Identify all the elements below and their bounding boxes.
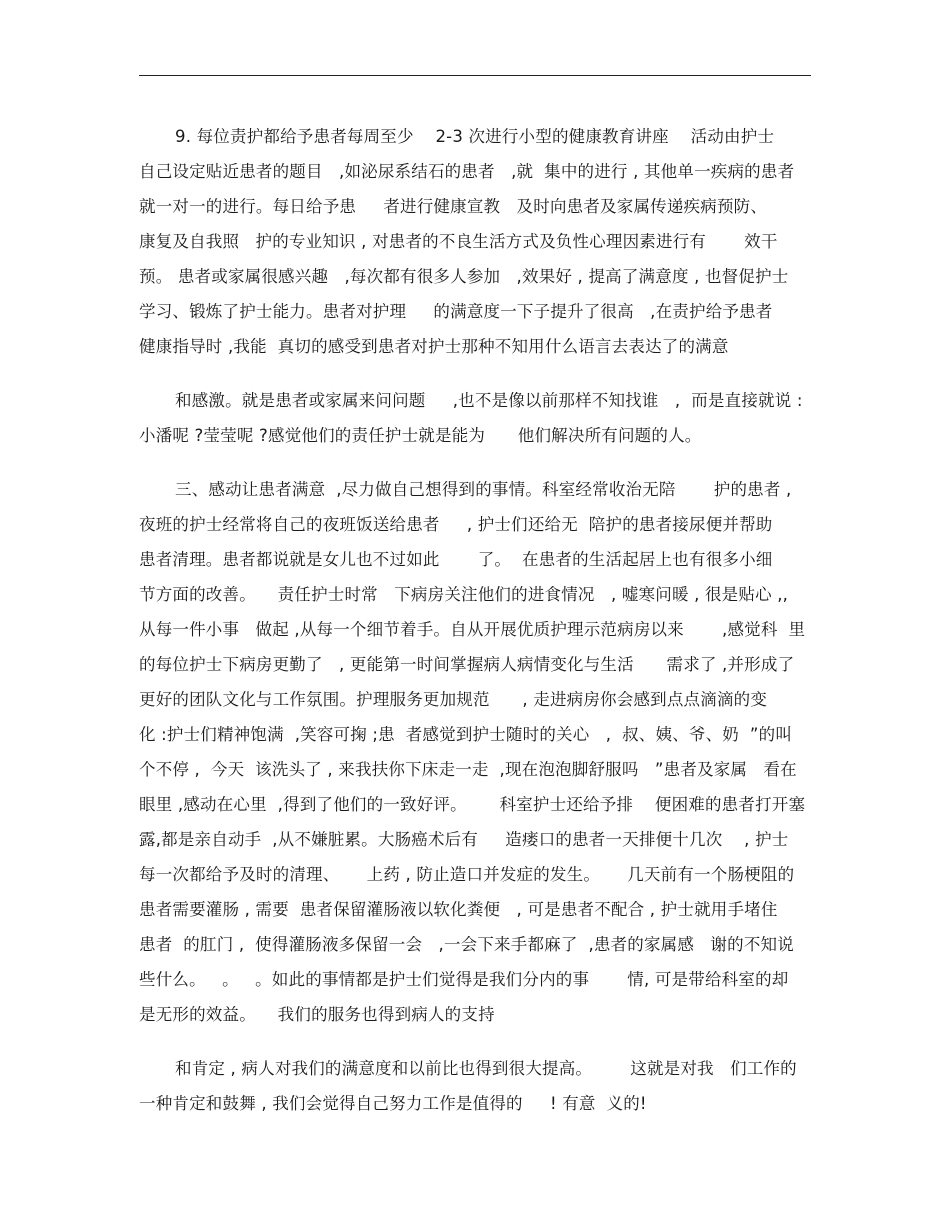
paragraph-3-line-15: 些什么。 。 。如此的事情都是护士们觉得是我们分内的事 情, 可是带给科室的却	[139, 970, 789, 989]
paragraph-1-line-5: 预。 患者或家属很感兴趣 ,每次都有很多人参加 ,效果好 , 提高了满意度 , 也督促护士	[139, 267, 789, 286]
paragraph-3-line-2: 夜班的护士经常将自己的夜班饭送给患者 , 护士们还给无 陪护的患者接尿便并帮助	[139, 515, 773, 534]
paragraph-3-line-6: 的每位护士下病房更勤了 , 更能第一时间掌握病人病情变化与生活 需求了 ,并形成了	[139, 655, 795, 674]
paragraph-2-line-2: 小潘呢 ?莹莹呢 ?感觉他们的责任护士就是能为 他们解决所有问题的人。	[139, 426, 702, 445]
paragraph-3-line-1: 三、感动让患者满意 ,尽力做自己想得到的事情。科室经常收治无陪 护的患者 ,	[175, 480, 792, 499]
paragraph-3-line-10: 眼里 ,感动在心里 ,得到了他们的一致好评。 科室护士还给予排 便困难的患者打开塞	[139, 795, 806, 814]
paragraph-1-line-1: 9. 每位责护都给予患者每周至少 2-3 次进行小型的健康教育讲座 活动由护士	[175, 127, 775, 146]
paragraph-1-line-6: 学习、锻炼了护士能力。患者对护理 的满意度一下子提升了很高 ,在责护给予患者	[139, 302, 773, 321]
header-rule	[139, 75, 811, 76]
paragraph-1-line-3: 就一对一的进行。每日给予患 者进行健康宣教 及时向患者及家属传递疾病预防、	[139, 197, 768, 216]
paragraph-4-line-1: 和肯定 , 病人对我们的满意度和以前比也得到很大提高。 这就是对我 们工作的	[175, 1059, 797, 1078]
paragraph-3-line-3: 患者清理。患者都说就是女儿也不过如此 了。 在患者的生活起居上也有很多小细	[139, 550, 773, 569]
paragraph-3-line-12: 每一次都给予及时的清理、 上药 , 防止造口并发症的发生。 几天前有一个肠梗阻的	[139, 865, 795, 884]
paragraph-3-line-4: 节方面的改善。 责任护士时常 下病房关注他们的进食情况 , 嘘寒问暖 , 很是贴心 ,,	[139, 585, 789, 604]
paragraph-4-line-2: 一种肯定和鼓舞 , 我们会觉得自己努力工作是值得的 ! 有意 义的!	[139, 1094, 647, 1113]
paragraph-3-line-9: 个不停 , 今天 该洗头了 , 来我扶你下床走一走 ,现在泡泡脚舒服吗 ”患者及家属 看在	[139, 760, 797, 779]
paragraph-3-line-14: 患者 的肛门 , 使得灌肠液多保留一会 ,一会下来手都麻了 ,患者的家属感 谢的不知说	[139, 935, 794, 954]
paragraph-3-line-8: 化 :护士们精神饱满 ,笑容可掬 ;患 者感觉到护士随时的关心 , 叔、姨、爷、奶 ”的叫	[139, 725, 793, 744]
paragraph-3-line-5: 从每一件小事 做起 ,从每一个细节着手。自从开展优质护理示范病房以来 ,感觉科 里	[139, 620, 806, 639]
paragraph-1-line-7: 健康指导时 ,我能 真切的感受到患者对护士那种不知用什么语言去表达了的满意	[139, 337, 729, 356]
paragraph-3-line-7: 更好的团队文化与工作氛围。护理服务更加规范 , 走进病房你会感到点点滴滴的变	[139, 690, 768, 709]
paragraph-3-line-13: 患者需要灌肠 , 需要 患者保留灌肠液以软化粪便 , 可是患者不配合 , 护士就用手堵住	[139, 900, 778, 919]
paragraph-1-line-4: 康复及自我照 护的专业知识 , 对患者的不良生活方式及负性心理因素进行有 效干	[139, 232, 778, 251]
paragraph-2-line-1: 和感激。就是患者或家属来问问题 ,也不是像以前那样不知找谁 , 而是直接就说 :	[175, 391, 803, 410]
paragraph-1-line-2: 自己设定贴近患者的题目 ,如泌尿系结石的患者 ,就 集中的进行 , 其他单一疾病的患者	[139, 162, 795, 181]
paragraph-3-line-11: 露,都是亲自动手 ,从不嫌脏累。大肠癌术后有 造瘘口的患者一天排便十几次 , 护士	[139, 830, 789, 849]
paragraph-3-line-16: 是无形的效益。 我们的服务也得到病人的支持	[139, 1005, 495, 1024]
